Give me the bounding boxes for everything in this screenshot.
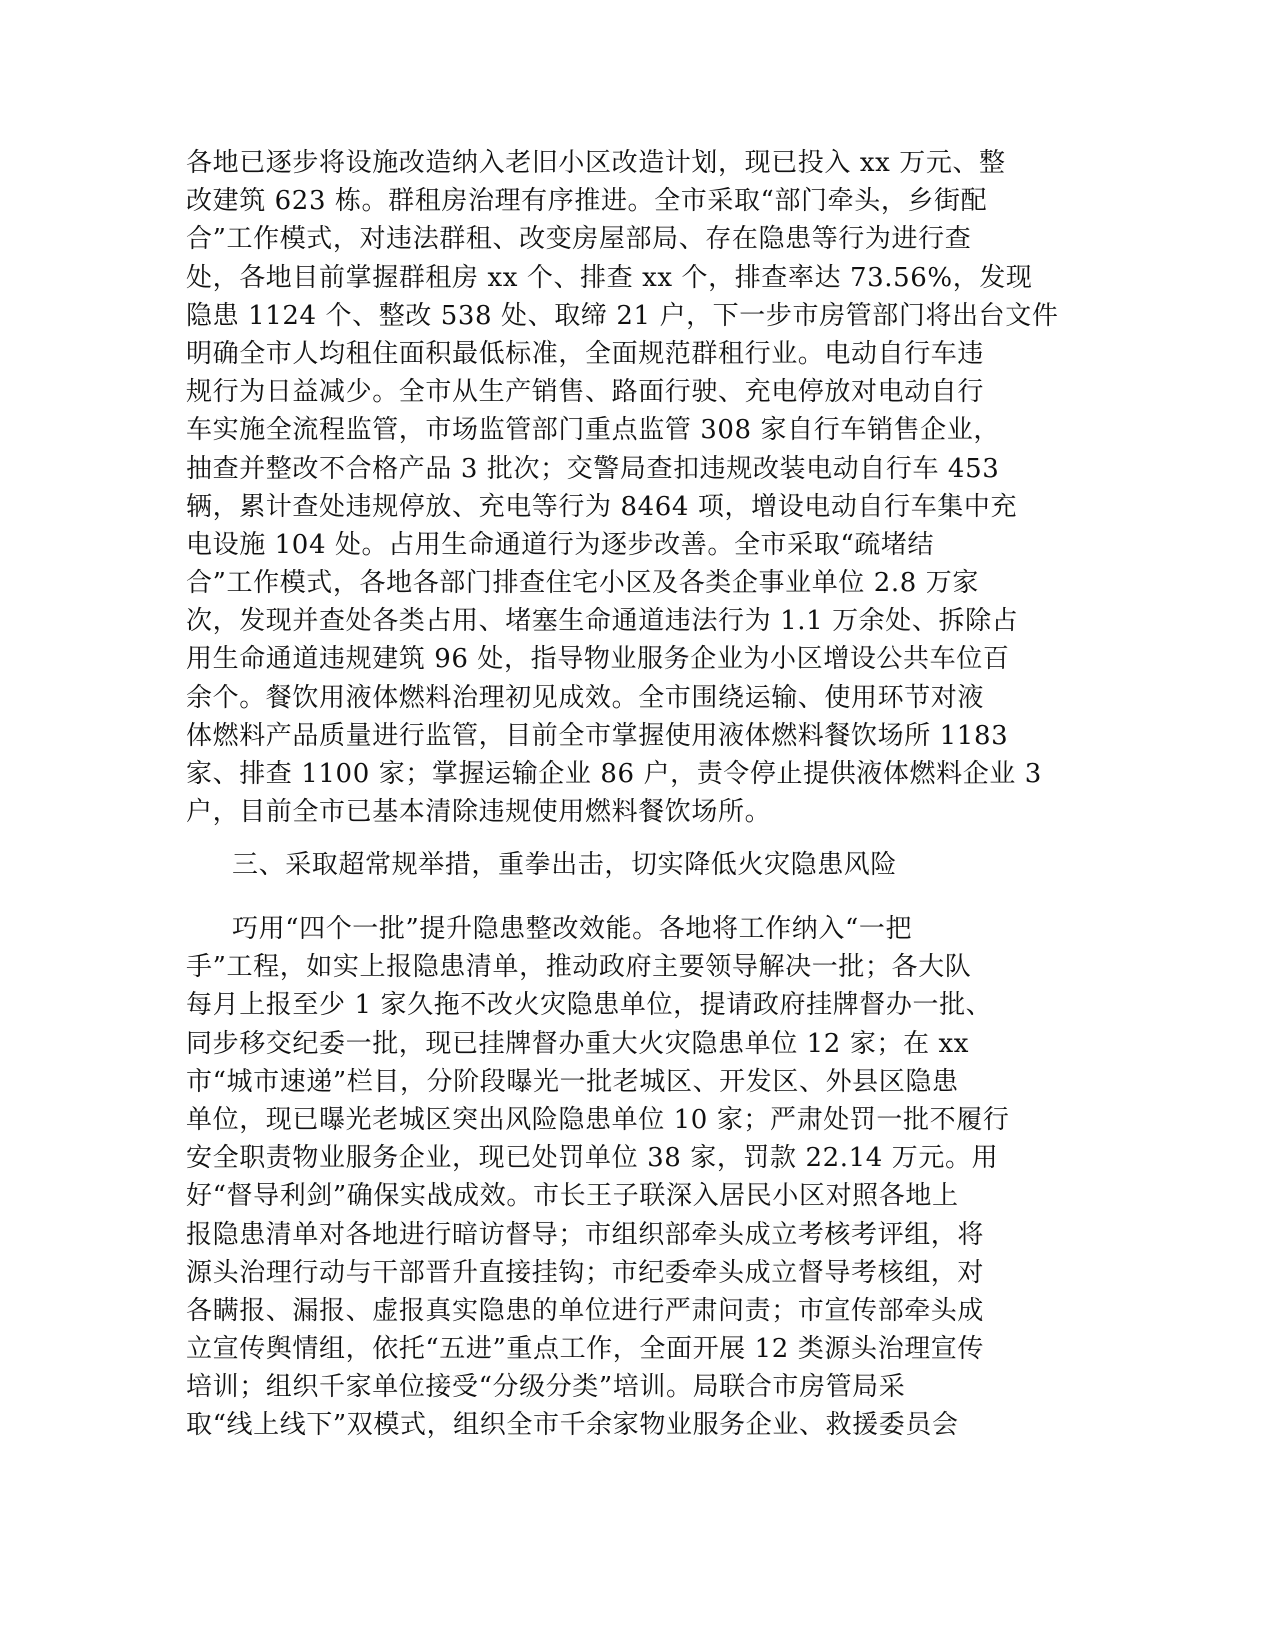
paragraph-2-line: 同步移交纪委一批，现已挂牌督办重大火灾隐患单位 12 家；在 xx bbox=[186, 1028, 970, 1059]
paragraph-1-line: 改建筑 623 栋。群租房治理有序推进。全市采取“部门牵头，乡街配 bbox=[186, 186, 988, 217]
paragraph-1-line: 各地已逐步将设施改造纳入老旧小区改造计划，现已投入 xx 万元、整 bbox=[186, 148, 1006, 178]
paragraph-2-line: 单位，现已曝光老城区突出风险隐患单位 10 家；严肃处罚一批不履行 bbox=[186, 1104, 1010, 1135]
paragraph-1-line: 处，各地目前掌握群租房 xx 个、排查 xx 个，排查率达 73.56%，发现 bbox=[186, 262, 1033, 293]
paragraph-1 bbox=[186, 144, 1086, 831]
paragraph-2-line: 好“督导利剑”确保实战成效。市长王子联深入居民小区对照各地上 bbox=[186, 1181, 959, 1212]
paragraph-1-line: 辆，累计查处违规停放、充电等行为 8464 项，增设电动自行车集中充 bbox=[186, 491, 1018, 522]
paragraph-1-line: 余个。餐饮用液体燃料治理初见成效。全市围绕运输、使用环节对液 bbox=[186, 682, 985, 713]
paragraph-1-line: 电设施 104 处。占用生命通道行为逐步改善。全市采取“疏堵结 bbox=[186, 529, 935, 560]
paragraph-1-line: 家、排查 1100 家；掌握运输企业 86 户，责令停止提供液体燃料企业 3 bbox=[186, 759, 1042, 789]
paragraph-1-line: 隐患 1124 个、整改 538 处、取缔 21 户，下一步市房管部门将出台文件 bbox=[186, 300, 1059, 331]
section-heading: 三、采取超常规举措，重拳出击，切实降低火灾隐患风险 bbox=[232, 850, 898, 880]
paragraph-1-line: 户，目前全市已基本清除违规使用燃料餐饮场所。 bbox=[186, 797, 772, 828]
paragraph-1-line: 用生命通道违规建筑 96 处，指导物业服务企业为小区增设公共车位百 bbox=[186, 644, 1010, 675]
paragraph-1-line: 规行为日益减少。全市从生产销售、路面行驶、充电停放对电动自行 bbox=[186, 377, 985, 408]
paragraph-2-line: 每月上报至少 1 家久拖不改火灾隐患单位，提请政府挂牌督办一批、 bbox=[186, 990, 993, 1021]
paragraph-1-line: 合”工作模式，各地各部门排查住宅小区及各类企事业单位 2.8 万家 bbox=[186, 568, 979, 599]
paragraph-2-line: 巧用“四个一批”提升隐患整改效能。各地将工作纳入“一把 bbox=[232, 914, 913, 944]
paragraph-1-line: 车实施全流程监管，市场监管部门重点监管 308 家自行车销售企业， bbox=[186, 415, 1000, 446]
paragraph-1-line: 次，发现并查处各类占用、堵塞生命通道违法行为 1.1 万余处、拆除占 bbox=[186, 606, 1019, 637]
paragraph-2-line: 源头治理行动与干部晋升直接挂钩；市纪委牵头成立督导考核组，对 bbox=[186, 1257, 985, 1288]
paragraph-2-line: 培训；组织千家单位接受“分级分类”培训。局联合市房管局采 bbox=[186, 1372, 906, 1403]
paragraph-2 bbox=[186, 910, 1086, 1445]
paragraph-2-line: 各瞒报、漏报、虚报真实隐患的单位进行严肃问责；市宣传部牵头成 bbox=[186, 1295, 985, 1326]
paragraph-2-line: 市“城市速递”栏目，分阶段曝光一批老城区、开发区、外县区隐患 bbox=[186, 1066, 959, 1097]
paragraph-2-line: 安全职责物业服务企业，现已处罚单位 38 家，罚款 22.14 万元。用 bbox=[186, 1143, 999, 1174]
paragraph-1-line: 抽查并整改不合格产品 3 批次；交警局查扣违规改装电动自行车 453 bbox=[186, 453, 1000, 484]
paragraph-2-line: 手”工程，如实上报隐患清单，推动政府主要领导解决一批；各大队 bbox=[186, 952, 972, 983]
paragraph-1-line: 合”工作模式，对违法群租、改变房屋部局、存在隐患等行为进行查 bbox=[186, 224, 972, 255]
paragraph-2-line: 报隐患清单对各地进行暗访督导；市组织部牵头成立考核考评组，将 bbox=[186, 1219, 985, 1250]
paragraph-2-line: 取“线上线下”双模式，组织全市千余家物业服务企业、救援委员会 bbox=[186, 1410, 959, 1441]
paragraph-1-line: 体燃料产品质量进行监管，目前全市掌握使用液体燃料餐饮场所 1183 bbox=[186, 720, 1009, 751]
paragraph-2-line: 立宣传舆情组，依托“五进”重点工作，全面开展 12 类源头治理宣传 bbox=[186, 1334, 984, 1365]
section-heading-block bbox=[186, 846, 1086, 884]
paragraph-1-line: 明确全市人均租住面积最低标准，全面规范群租行业。电动自行车违 bbox=[186, 338, 985, 369]
